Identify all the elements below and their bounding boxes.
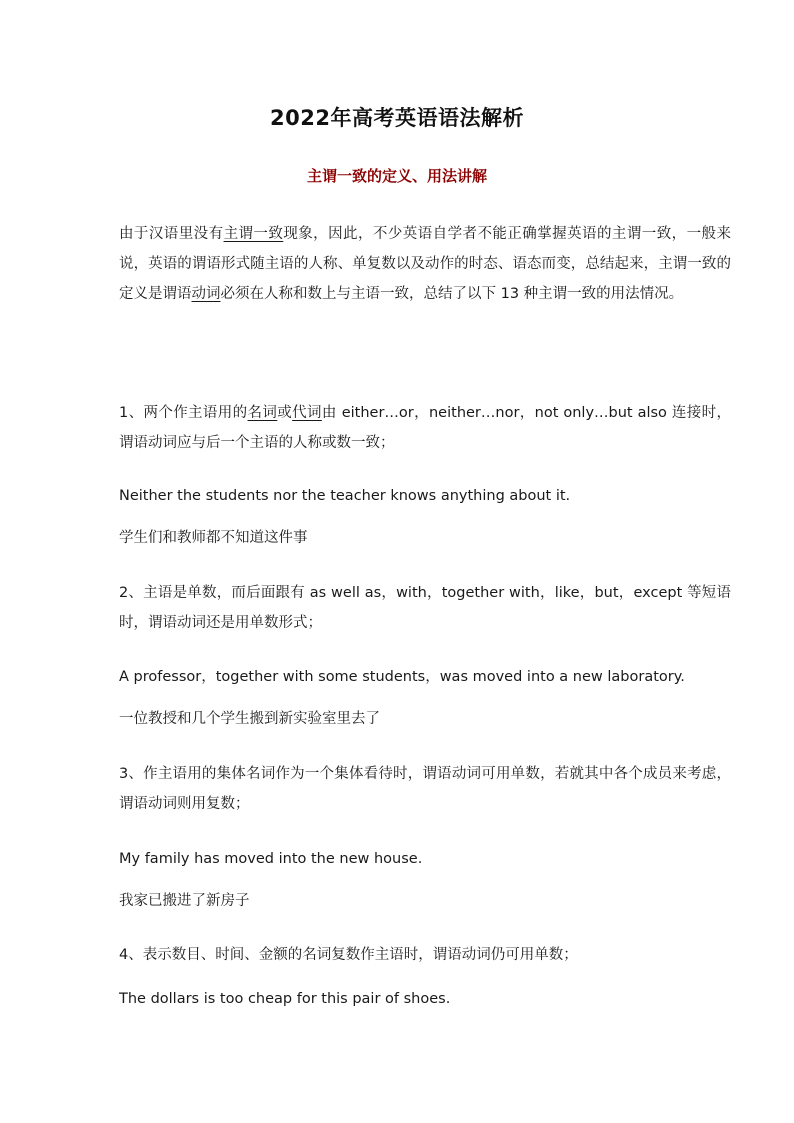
rule-1-text-mid: 或 <box>277 405 293 421</box>
rule-1-text-1: 1、两个作主语用的 <box>119 405 248 421</box>
page-title: 2022年高考英语语法解析 <box>270 106 524 130</box>
page-subtitle: 主谓一致的定义、用法讲解 <box>306 167 487 185</box>
verb-link[interactable]: 动词 <box>191 286 221 302</box>
rule-2-paragraph: 2、主语是单数，而后面跟有 as well as，with，together with，like，but，except 等短语时，谓语动词还是用单数形式； <box>119 585 731 631</box>
rule-1-example-zh: 学生们和教师都不知道这件事 <box>119 530 308 546</box>
rule-3-paragraph: 3、作主语用的集体名词作为一个集体看待时，谓语动词可用单数，若就其中各个成员来考虑，谓语动词则用复数； <box>119 766 731 812</box>
intro-paragraph <box>93 219 731 309</box>
rule-3-example-en: My family has moved into the new house. <box>119 851 423 867</box>
intro-text-1: 由于汉语里没有 <box>119 226 224 242</box>
rule-1-example-en: Neither the students nor the teacher knows anything about it. <box>119 488 571 504</box>
pronoun-link[interactable]: 代词 <box>292 405 322 421</box>
rule-3-example-zh: 我家已搬进了新房子 <box>119 893 250 909</box>
intro-text-2: 现象，因此，不少英语自学者不能正确掌握英语的主谓一致，一般来说，英语的谓语形式随主语的人称、单复数以及动作的时态、语态而变，总结起来，主谓一致的定义是谓语 <box>119 226 731 302</box>
noun-link[interactable]: 名词 <box>247 405 278 421</box>
rule-4-paragraph: 4、表示数目、时间、金额的名词复数作主语时，谓语动词仍可用单数； <box>119 947 578 963</box>
intro-text-3: 必须在人称和数上与主语一致，总结了以下 13 种主谓一致的用法情况。 <box>220 286 684 302</box>
rule-4-example-en: The dollars is too cheap for this pair of shoes. <box>119 991 451 1007</box>
rule-1-text-2: 由 either…or，neither…nor，not only…but also 连接时，谓语动词应与后一个主语的人称或数一致； <box>119 405 732 451</box>
rule-2-example-en: A professor，together with some students，was moved into a new laboratory. <box>119 669 685 685</box>
subject-verb-agreement-link[interactable]: 主谓一致 <box>223 226 284 242</box>
rule-2-example-zh: 一位教授和几个学生搬到新实验室里去了 <box>119 711 380 727</box>
rule-1-paragraph <box>93 398 731 458</box>
